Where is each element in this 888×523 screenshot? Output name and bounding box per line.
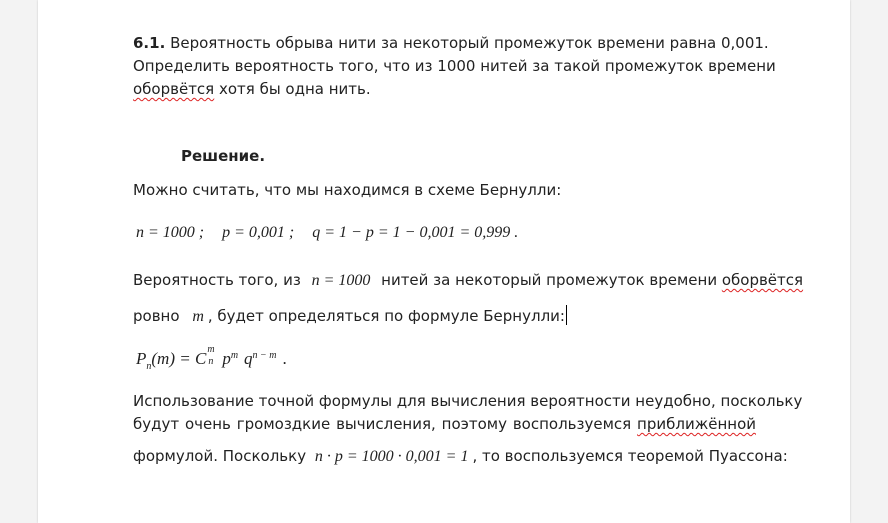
problem-line-1 [133,34,769,52]
sentence-start: Вероятность того, из [133,271,301,289]
conclusion-line-3 [133,447,788,466]
formula-arg: (m) = C [151,349,207,368]
conclusion-line-3-end: , то воспользуемся теоремой Пуассона: [472,447,788,465]
sentence-word-exactly: ровно [133,307,180,325]
formula-p-sub: n [146,361,152,372]
document-page[interactable] [38,0,850,523]
bernoulli-intro: Можно считать, что мы находимся в схеме Бернулли: [133,181,562,199]
formula-q-sup: n − m [252,350,277,361]
param-p: p = 0,001 ; [222,224,295,241]
spellcheck-word[interactable]: приближённой [637,415,756,433]
parameters-formula [136,224,518,242]
sentence-middle: нитей за некоторый промежуток времени [376,271,722,289]
conclusion-line-2-text: будут очень громоздкие вычисления, поэтому воспользуемся [133,415,632,433]
problem-line-3 [133,80,371,98]
formula-p-sup: m [230,350,239,361]
param-n: n = 1000 ; [136,224,205,241]
formula-q: q [244,349,253,368]
solution-heading: Решение. [181,147,266,165]
probability-sentence-line-2 [133,305,567,326]
probability-sentence-line-1 [133,271,803,290]
inline-formula-n: n = 1000 [311,272,371,289]
formula-p-base: p [222,349,231,368]
sentence-rest: , будет определяться по формуле Бернулли: [207,307,565,325]
inline-variable-m: m [192,308,204,325]
conclusion-line-3-text: формулой. Поскольку [133,447,307,465]
conclusion-line-2 [133,415,756,433]
problem-line-2: Определить вероятность того, что из 1000 нитей за такой промежуток времени [133,57,776,75]
formula-p: P [136,349,147,368]
bernoulli-formula [136,344,287,372]
inline-formula-np: n · p = 1000 · 0,001 = 1 [314,448,469,465]
formula-end: . [282,349,287,368]
formula-c-sup: m [207,344,215,355]
conclusion-line-1: Использование точной формулы для вычисления вероятности неудобно, поскольку [133,392,803,410]
text-cursor [566,305,567,325]
formula-c-sub: n [208,356,214,367]
problem-number: 6.1. [133,34,166,52]
problem-line-3-text: хотя бы одна нить. [214,80,371,98]
param-q: q = 1 − p = 1 − 0,001 = 0,999 . [312,224,519,241]
spellcheck-word[interactable]: оборвётся [721,271,804,289]
problem-line-1-text: Вероятность обрыва нити за некоторый промежуток времени равна 0,001. [170,34,769,52]
spellcheck-word[interactable]: оборвётся [133,80,215,98]
